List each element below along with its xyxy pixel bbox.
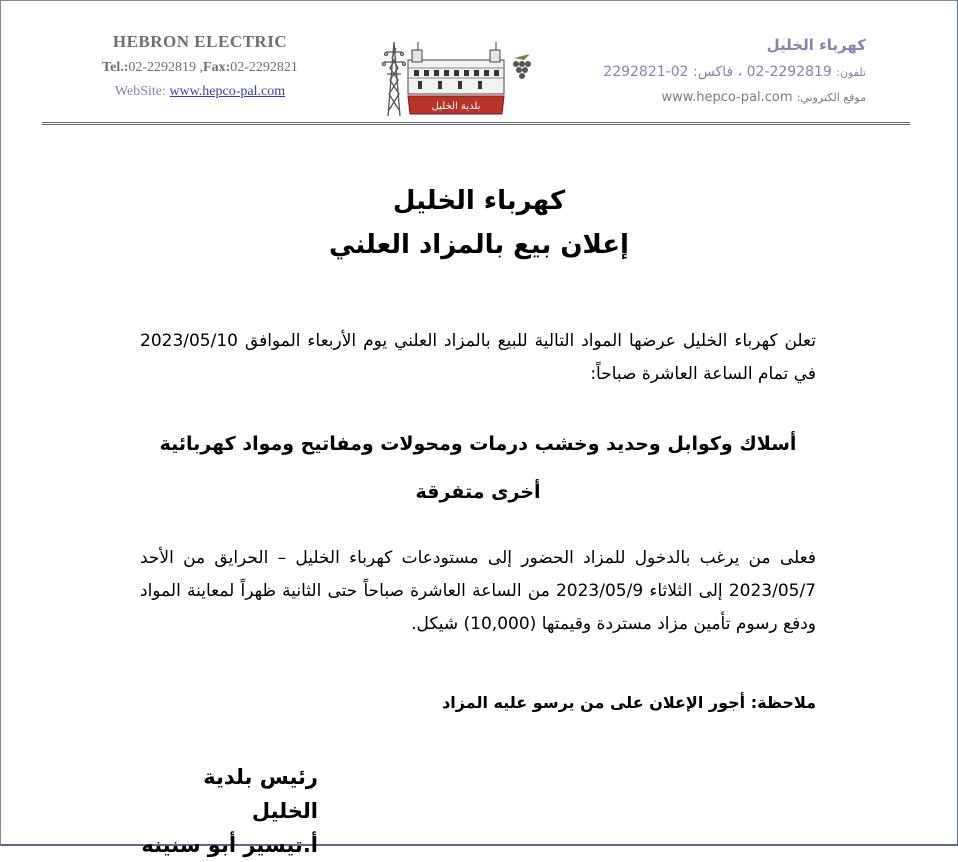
header-divider — [42, 122, 910, 125]
power-pylon-icon — [383, 42, 406, 116]
signature-name: أ.تيسير أبو سنينه — [141, 833, 318, 857]
header-phone-english — [60, 60, 340, 76]
signature-block — [138, 760, 318, 862]
website-label: WebSite: — [114, 84, 170, 99]
auction-items — [140, 420, 816, 516]
grapes-icon — [513, 54, 531, 79]
auction-items-line-2: أخرى متفرقة — [415, 481, 541, 503]
website-link[interactable]: www.hepco-pal.com — [169, 84, 286, 99]
header-english — [60, 32, 340, 100]
document-title: كهرباء الخليل — [392, 186, 566, 216]
hebron-municipality-logo — [378, 34, 536, 118]
website-value-arabic: www.hepco-pal.com — [661, 90, 793, 105]
fax-value: 02-2292821 — [230, 60, 298, 75]
tel-value: 02-2292819 , — [128, 60, 204, 75]
header-arabic — [586, 36, 866, 105]
fax-label: Fax: — [203, 60, 231, 75]
header-org-english: HEBRON ELECTRIC — [112, 32, 288, 51]
inspection-paragraph: فعلى من يرغب بالدخول للمزاد الحضور إلى مستودعات كهرباء الخليل – الحرايق من الأحد 2023/05/7 إلى الثلاثاء 2023/05/9 من الساعة العاشرة صباحاً حتى الثانية ظهراً لمعاينة المواد ودفع رسوم تأمين مزاد مستردة وقيمتها (10,000) شيكل. — [140, 548, 816, 634]
header-org-arabic: كهرباء الخليل — [766, 36, 866, 54]
announcement-paragraph: تعلن كهرباء الخليل عرضها المواد التالية للبيع بالمزاد العلني يوم الأربعاء الموافق 2023/05/10 في تمام الساعة العاشرة صباحاً: — [140, 331, 816, 384]
mosque-building-icon — [408, 42, 504, 94]
note-text: ملاحظة: أجور الإعلان على من يرسو عليه المزاد — [442, 693, 816, 712]
header-phone-arabic — [586, 64, 866, 80]
document-subtitle: إعلان بيع بالمزاد العلني — [329, 230, 629, 260]
auction-items-line-1: أسلاك وكوابل وحديد وخشب درمات ومحولات ومفاتيح ومواد كهربائية — [159, 433, 797, 455]
tel-value-arabic: 02-2292819 ، فاكس: 02-2292821 — [603, 64, 832, 80]
signature-title: رئيس بلدية الخليل — [203, 765, 318, 823]
header-website-arabic — [586, 90, 866, 105]
tel-label: Tel.: — [102, 60, 129, 75]
logo-banner — [408, 96, 504, 114]
website-label-arabic: موقع الكتروني: — [796, 91, 866, 104]
logo-banner-text: بلدية الخليل — [431, 101, 481, 112]
tel-label-arabic: تلفون: — [836, 66, 866, 79]
header-website-english — [60, 84, 340, 100]
